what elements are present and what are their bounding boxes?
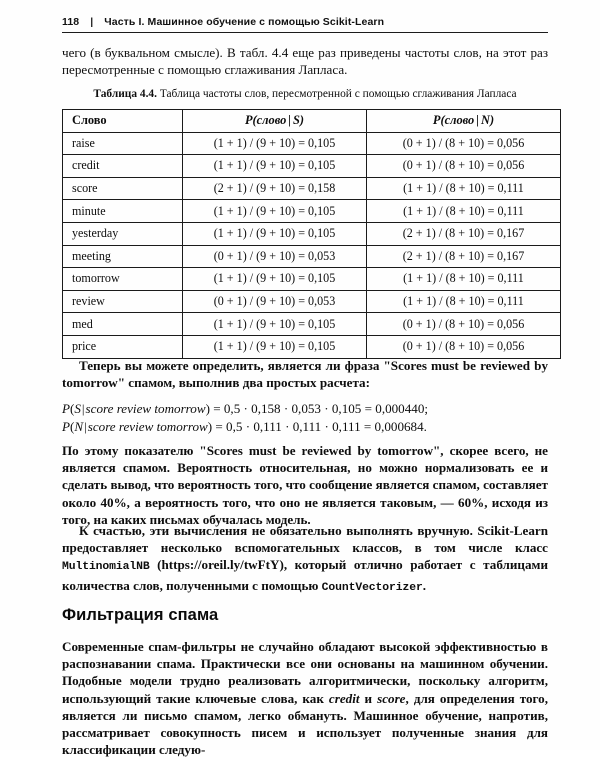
cell-word: raise (63, 132, 183, 155)
cell-word: score (63, 177, 183, 200)
formula-spam-open: ( (70, 401, 75, 416)
table-row (63, 245, 561, 268)
formula-spam-var: S (74, 401, 81, 416)
cell-p-n: (1 + 1) / (8 + 10) = 0,111 (367, 177, 561, 200)
col-n-p: P (432, 113, 441, 128)
column-header-p-n (367, 110, 561, 133)
spam-paragraph (62, 638, 548, 758)
formula-spam-p: P (62, 401, 70, 416)
formula-spam-args: score review tomorrow (85, 401, 206, 416)
table-header-row (63, 110, 561, 133)
col-s-close: ) (299, 113, 305, 128)
table-caption (62, 88, 548, 100)
cell-p-n: (0 + 1) / (8 + 10) = 0,056 (367, 335, 561, 358)
header-title: Часть I. Машинное обучение с помощью Scikit-Learn (104, 16, 385, 28)
cell-p-n: (0 + 1) / (8 + 10) = 0,056 (367, 313, 561, 336)
cell-p-s: (1 + 1) / (9 + 10) = 0,105 (183, 132, 367, 155)
table-row (63, 177, 561, 200)
page-number: 118 (62, 16, 80, 28)
cell-p-s: (0 + 1) / (9 + 10) = 0,053 (183, 245, 367, 268)
cell-p-n: (1 + 1) / (8 + 10) = 0,111 (367, 268, 561, 291)
formula-notspam-var: N (74, 419, 84, 434)
scikit-paragraph (62, 522, 548, 597)
conclusion-paragraph: По этому показателю "Scores must be reviewed by tomorrow", скорее всего, не является спамом. Вероятность относительная, но можно нормализовать ее и сделать вывод, что вероятность того, что сообщение является спамом, составляет около 40%, а вероятность того, что оно не является таковым, — 60%, исходя из того, на каких письмах обучалась модель. (62, 443, 548, 527)
running-header (62, 16, 548, 28)
cell-word: price (63, 335, 183, 358)
after-table-paragraph: Теперь вы можете определить, является ли фраза "Scores must be reviewed by tomorrow" спамом, выполнив два простых расчета: (62, 358, 548, 391)
cell-p-s: (0 + 1) / (9 + 10) = 0,053 (183, 290, 367, 313)
header-rule (62, 32, 548, 33)
cell-word: meeting (63, 245, 183, 268)
cell-p-s: (1 + 1) / (9 + 10) = 0,105 (183, 313, 367, 336)
table-caption-label: Таблица 4.4. (93, 88, 157, 100)
cell-word: credit (63, 155, 183, 178)
formula-notspam-bar: | (84, 419, 87, 434)
cell-word: review (63, 290, 183, 313)
formula-notspam (62, 418, 548, 436)
keyword-credit: credit (328, 690, 360, 706)
class-name-countvectorizer: CountVectorizer (321, 581, 423, 594)
table-row (63, 335, 561, 358)
cell-p-s: (1 + 1) / (9 + 10) = 0,105 (183, 335, 367, 358)
formula-spam-close: ) (205, 401, 210, 416)
cell-word: med (63, 313, 183, 336)
formula-notspam-p: P (62, 419, 70, 434)
class-name-multinomialnb: MultinomialNB (62, 561, 150, 574)
column-header-word: Слово (63, 110, 183, 133)
col-n-close: ) (489, 113, 495, 128)
formula-notspam-rhs: = 0,5 · 0,111 · 0,111 · 0,111 = 0,000684. (212, 419, 427, 434)
cell-word: minute (63, 200, 183, 223)
cell-p-s: (1 + 1) / (9 + 10) = 0,105 (183, 200, 367, 223)
table-row (63, 200, 561, 223)
frequency-table (62, 109, 561, 359)
scikit-text-part4: . (422, 577, 426, 593)
table-caption-text: Таблица частоты слов, пересмотренной с помощью сглаживания Лапласа (156, 88, 517, 100)
table-row (63, 268, 561, 291)
cell-p-n: (1 + 1) / (8 + 10) = 0,111 (367, 200, 561, 223)
formula-spam-bar: | (81, 401, 85, 416)
cell-p-s: (2 + 1) / (9 + 10) = 0,158 (183, 177, 367, 200)
header-separator: | (90, 16, 94, 28)
col-s-var: S (293, 113, 300, 128)
col-s-p: P (244, 113, 253, 128)
col-s-open: (слово (252, 113, 287, 128)
cell-p-n: (1 + 1) / (8 + 10) = 0,111 (367, 290, 561, 313)
cell-word: tomorrow (63, 268, 183, 291)
cell-p-s: (1 + 1) / (9 + 10) = 0,105 (183, 155, 367, 178)
scikit-text-part3: ), который отлично работает с таблицами количества слов, полученными с помощью (62, 557, 548, 593)
intro-paragraph: чего (в буквальном смысле). В табл. 4.4 еще раз приведены частоты слов, на этот раз пересмотренные с помощью сглаживания Лапласа. (62, 45, 548, 78)
cell-p-n: (0 + 1) / (8 + 10) = 0,056 (367, 132, 561, 155)
scikit-text-part1: К счастью, эти вычисления не обязательно выполнять вручную. Scikit-Learn предоставляет несколько вспомогательных классов, в том числе класс (62, 523, 548, 556)
keyword-score: score (377, 690, 406, 706)
section-heading: Фильтрация спама (62, 606, 219, 624)
formula-notspam-args: score review tomorrow (87, 419, 208, 434)
cell-p-n: (2 + 1) / (8 + 10) = 0,167 (367, 222, 561, 245)
spam-text-part2: , для определения того, является ли письмо спамом, легко обмануть. Машинное обучение, напротив, рассматривает совокупность писем и использует полученные знания для классификации следую- (62, 690, 549, 758)
frequency-table-wrapper (62, 109, 548, 359)
table-row (63, 290, 561, 313)
table-row (63, 222, 561, 245)
cell-p-n: (0 + 1) / (8 + 10) = 0,056 (367, 155, 561, 178)
cell-p-s: (1 + 1) / (9 + 10) = 0,105 (183, 222, 367, 245)
formula-spam-rhs: = 0,5 · 0,158 · 0,053 · 0,105 = 0,000440; (209, 401, 429, 416)
table-row (63, 313, 561, 336)
formula-spam (62, 400, 548, 418)
column-header-p-s (183, 110, 367, 133)
formula-notspam-close: ) (207, 419, 213, 434)
cell-word: yesterday (63, 222, 183, 245)
cell-p-s: (1 + 1) / (9 + 10) = 0,105 (183, 268, 367, 291)
col-n-open: (слово (440, 113, 475, 128)
scikit-text-part2: ( (149, 557, 162, 573)
spam-text-mid: и (359, 690, 378, 706)
table-row (63, 132, 561, 155)
col-s-bar: | (288, 113, 291, 128)
cell-p-n: (2 + 1) / (8 + 10) = 0,167 (367, 245, 561, 268)
doc-link[interactable]: https://oreil.ly/twFtY (161, 557, 280, 573)
spam-text-part1: Современные спам-фильтры не случайно обладают высокой эффективностью в распознавании спама. Практически все они основаны на машинном обучении. Подобные модели трудно реализовать алгоритмически, поскольку алгоритм, использующий такие ключевые слова, как (62, 639, 548, 706)
formula-notspam-open: ( (70, 419, 75, 434)
col-n-var: N (480, 113, 490, 128)
table-body (63, 132, 561, 358)
col-n-bar: | (476, 113, 479, 128)
table-row (63, 155, 561, 178)
